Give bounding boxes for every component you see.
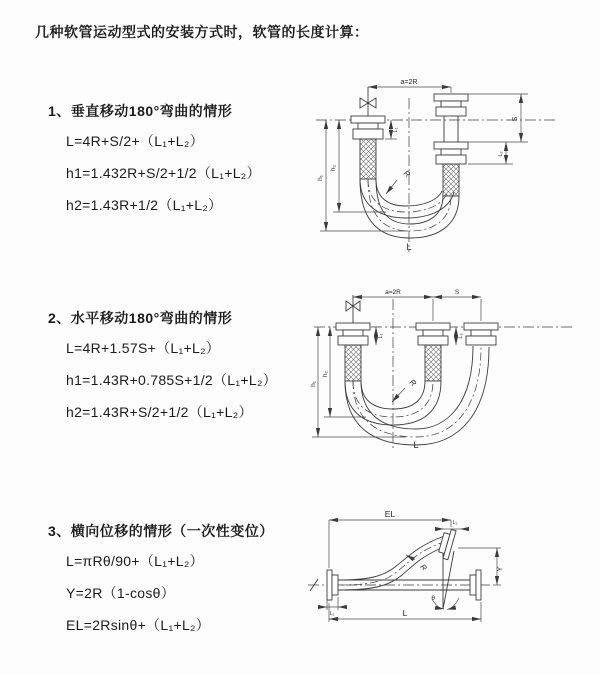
flange-hub — [338, 336, 368, 345]
s-curve-hose-wall — [338, 537, 443, 581]
dim-label-h2: h₂ — [322, 370, 329, 378]
dim-label-s: S — [512, 116, 519, 122]
formula-length: L=πRθ/90+（L₁+L₂） — [66, 553, 204, 569]
left-pipe-assembly — [336, 295, 370, 381]
flange-neck — [358, 123, 378, 129]
flange-plate — [327, 570, 332, 600]
flange — [416, 323, 450, 330]
dim-label-el: EL — [384, 509, 396, 519]
flange-neck — [441, 149, 461, 155]
left-pipe-assembly — [351, 87, 385, 179]
dimension-lines — [312, 297, 481, 437]
flange-plate — [476, 570, 481, 600]
flange — [336, 323, 370, 330]
flange-neck — [343, 330, 363, 336]
length-label: L — [402, 608, 408, 618]
braided-hose-section — [345, 345, 361, 381]
flange-hub — [466, 336, 496, 345]
middle-pipe-assembly — [416, 323, 450, 381]
flange-hub — [436, 107, 466, 116]
flange-neck — [441, 101, 461, 107]
diagram-lateral-displacement — [298, 503, 598, 643]
section-vertical-movement — [48, 101, 261, 221]
diagram-horizontal-180-bend — [306, 287, 596, 452]
dimension-lines — [319, 520, 501, 622]
dim-label-h1: h₁ — [310, 381, 317, 387]
flange-neck — [423, 330, 443, 336]
section-lateral-displacement — [48, 521, 274, 641]
dim-label-s: S — [454, 289, 460, 296]
braided-hose-section — [360, 139, 376, 179]
right-pipe-assembly — [434, 94, 468, 196]
braided-hose-section — [443, 164, 459, 196]
dim-label-h2: h₂ — [330, 164, 337, 172]
left-flange — [327, 570, 338, 600]
dim-label-span: a=2R — [400, 79, 418, 86]
section-1-heading: 1、垂直移动180°弯曲的情形 — [48, 103, 233, 119]
diagram-labels — [330, 509, 504, 618]
right-pipe-assembly — [464, 323, 498, 345]
formula-h1: h1=1.43R+0.785S+1/2（L₁+L₂） — [66, 372, 277, 388]
radius-label: R — [407, 377, 418, 389]
formula-h2: h2=1.43R+1/2（L₁+L₂） — [66, 197, 223, 213]
flange-hub — [436, 155, 466, 164]
hose-u-bends — [345, 346, 489, 445]
dimension-lines — [320, 87, 528, 231]
section-2-heading: 2、水平移动180°弯曲的情形 — [48, 310, 233, 326]
formula-length: L=4R+1.57S+（L₁+L₂） — [66, 340, 221, 356]
flange — [434, 94, 468, 101]
dim-label-l1: L₁ — [393, 127, 399, 133]
lower-right-flange — [470, 570, 481, 600]
flange-hub — [353, 129, 383, 139]
flange — [351, 116, 385, 123]
dim-label-l1: L₁ — [378, 333, 384, 339]
dim-label-l2: L₂ — [458, 333, 464, 339]
braided-hose-section — [425, 345, 441, 381]
page-title: 几种软管运动型式的安装方式时，软管的长度计算： — [35, 24, 369, 40]
diagram-vertical-180-bend — [306, 74, 596, 256]
flange-hub — [470, 575, 476, 595]
formula-h1: h1=1.432R+S/2+1/2（L₁+L₂） — [66, 165, 261, 181]
length-label: L — [413, 440, 419, 450]
flange — [464, 323, 498, 330]
flange-hub — [418, 336, 448, 345]
diagram-labels — [317, 79, 519, 252]
dim-label-l1: L₁ — [329, 611, 335, 617]
flange — [434, 142, 468, 149]
angle-label: θ — [431, 595, 435, 602]
dim-label-l2: L₂ — [498, 151, 504, 157]
formula-el: EL=2Rsinθ+（L₁+L₂） — [66, 617, 211, 633]
formula-y: Y=2R（1-cosθ） — [66, 585, 176, 601]
dim-label-h1: h₁ — [317, 175, 324, 181]
dim-label-l2: L₂ — [452, 520, 458, 526]
section-3-heading: 3、横向位移的情形（一次性变位） — [48, 523, 274, 539]
dim-label-y: Y — [497, 566, 504, 572]
length-label: L — [406, 242, 412, 252]
section-horizontal-movement — [48, 308, 277, 428]
radius-label: R — [401, 168, 412, 180]
formula-length: L=4R+S/2+（L₁+L₂） — [66, 133, 204, 149]
flange-neck — [471, 330, 491, 336]
dim-label-span: a=2R — [385, 289, 401, 296]
formula-h2: h2=1.43R+S/2+1/2（L₁+L₂） — [66, 404, 253, 420]
radius-label: R — [418, 562, 429, 573]
flange-hub — [332, 575, 338, 595]
